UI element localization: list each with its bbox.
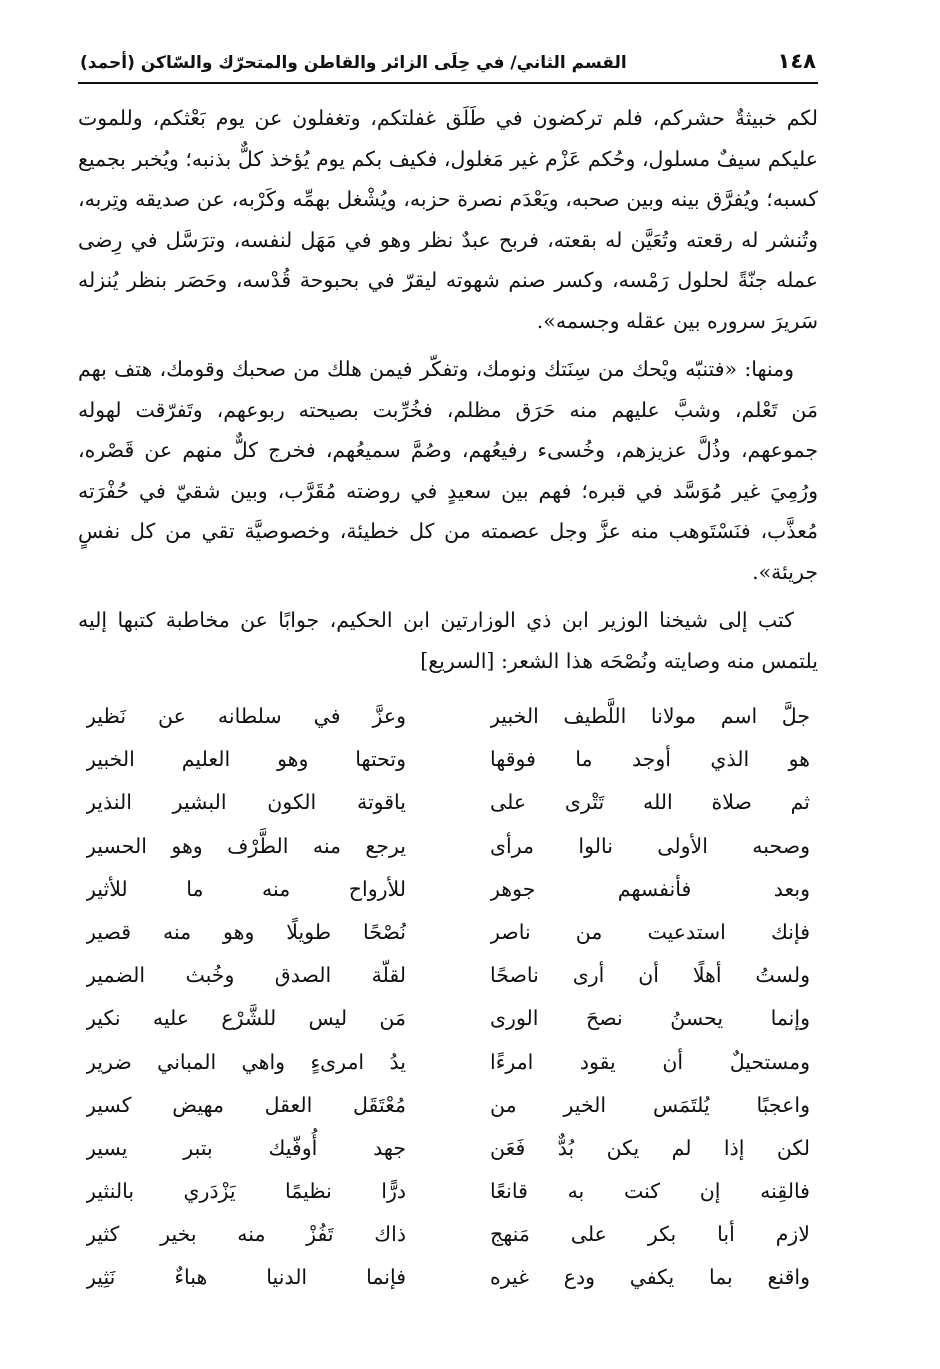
poem-verse — [78, 1213, 818, 1256]
verse-second-hemistich: للأرواح منه ما للأثير — [86, 876, 406, 901]
poem — [78, 695, 818, 1300]
verse-second-hemistich: درًّا نظيمًا يَزْدَري بالنثير — [86, 1179, 406, 1204]
verse-second-hemistich: وعزَّ في سلطانه عن نَظير — [86, 704, 406, 728]
poem-verse — [78, 1256, 818, 1299]
verse-second-hemistich: ياقوتة الكون البشير النذير — [86, 790, 406, 815]
poem-verse — [78, 738, 818, 781]
verse-first-hemistich: واعجبًا يُلتَمَس الخير من — [490, 1092, 810, 1117]
prose-body — [78, 98, 818, 681]
verse-first-hemistich: وبعد فأنفسهم جوهر — [490, 876, 810, 901]
poem-verse — [78, 1041, 818, 1084]
verse-first-hemistich: جلَّ اسم مولانا اللَّطيف الخبير — [490, 704, 810, 728]
poem-verse — [78, 781, 818, 824]
verse-second-hemistich: لقلّة الصدق وخُبث الضمير — [86, 963, 406, 988]
verse-second-hemistich: جهد أُوفّيك بتبر يسير — [86, 1135, 406, 1160]
paragraph-text: كتب إلى شيخنا الوزير ابن ذي الوزارتين ابن الحكيم، جوابًا عن مخاطبة كتبها إليه يلتمس منه وصايته ونُصْحَه هذا الشعر: — [78, 608, 818, 673]
book-page — [78, 44, 818, 1300]
poem-verse — [78, 1170, 818, 1213]
poem-verse — [78, 997, 818, 1040]
verse-first-hemistich: فالقِنه إن كنت به قانعًا — [490, 1179, 810, 1204]
verse-first-hemistich: ثم صلاة الله تَتْرى على — [490, 790, 810, 815]
paragraph-intro-poem — [78, 600, 818, 681]
verse-first-hemistich: ومستحيلٌ أن يقود امرءًا — [490, 1049, 810, 1074]
verse-second-hemistich: نُصْحًا طويلًا وهو منه قصير — [86, 919, 406, 944]
verse-second-hemistich: يرجع منه الطَّرْف وهو الحسير — [86, 833, 406, 858]
poem-verse — [78, 954, 818, 997]
page-number: ١٤٨ — [777, 49, 816, 73]
verse-second-hemistich: مُعْتَقَل العقل مهيض كسير — [86, 1092, 406, 1117]
page-header — [78, 44, 818, 84]
running-title: القسم الثاني/ في حِلَى الزائر والقاطن والمتحرّك والسّاكن (أحمد) — [80, 53, 627, 73]
verse-first-hemistich: واقنع بما يكفي ودع غيره — [490, 1265, 810, 1290]
poem-meter-label: [السريع] — [420, 648, 495, 673]
verse-second-hemistich: فإنما الدنيا هباءٌ نَثِير — [86, 1265, 406, 1290]
poem-verse — [78, 825, 818, 868]
verse-second-hemistich: ذاك تَفُزْ منه بخير كثير — [86, 1222, 406, 1247]
poem-verse — [78, 868, 818, 911]
verse-first-hemistich: لكن إذا لم يكن بُدٌّ فَعَن — [490, 1135, 810, 1160]
verse-first-hemistich: فإنك استدعيت من ناصر — [490, 919, 810, 944]
verse-first-hemistich: لازم أبا بكر على مَنهج — [490, 1222, 810, 1247]
paragraph: ومنها: «فتنبّه ويْحك من سِنَتك ونومك، وتفكّر فيمن هلك من صحبك وقومك، هتف بهم مَن تَعْلم، وشبَّ عليهم منه حَرَق مظلم، فخُرِّبت بصيحته ربوعهم، وتَفرّقت لهوله جموعهم، وذُلَّ عزيزهم، وخُسىء رفيعُهم، وصُمَّ سميعُهم، فخرج كلٌّ منهم عن قَصْره، ورُمِيَ غير مُوَسَّد في قبره؛ فهم بين سعيدٍ في روضته مُقَرَّب، وبين شقيّ في حُفْرَته مُعذَّب، فنَسْتَوهب منه عزَّ وجل عصمته من كل خطيئة، وخصوصيَّة تقي من كل نفسٍ جريئة». — [78, 357, 818, 584]
verse-first-hemistich: ولستُ أهلًا أن أرى ناصحًا — [490, 963, 810, 988]
verse-first-hemistich: هو الذي أوجد ما فوقها — [490, 747, 810, 772]
verse-second-hemistich: يدُ امرىءٍ واهي المباني ضرير — [86, 1049, 406, 1074]
poem-verse — [78, 911, 818, 954]
verse-first-hemistich: وصحبه الأولى نالوا مرأى — [490, 833, 810, 858]
poem-verse — [78, 1084, 818, 1127]
poem-verse — [78, 695, 818, 738]
verse-first-hemistich: وإنما يحسنُ نصحَ الورى — [490, 1006, 810, 1031]
verse-second-hemistich: وتحتها وهو العليم الخبير — [86, 747, 406, 772]
poem-verse — [78, 1127, 818, 1170]
verse-second-hemistich: مَن ليس للشَّرْع عليه نكير — [86, 1006, 406, 1031]
paragraph: لكم خبيثةٌ حشركم، فلم تركضون في طَلَق غفلتكم، وتغفلون عن يوم بَعْثكم، وللموت عليكم سيفٌ مسلول، وحُكم عَزْم غير مَغلول، فكيف بكم يوم يُؤخذ كلٌّ بذنبه؛ ويُخبر بجميع كسبه؛ ويُفرَّق بينه وبين صحبه، ويَعْدَم نصرة حزبه، ويُشْغل بهمِّه وكَرْبه، عن صديقه وتِربه، وتُنشر له رقعته وتُعَيَّن له بقعته، فربح عبدٌ نظر وهو في مَهَل لنفسه، وترَسَّل في رِضى عمله جنّةً لحلول رَمْسه، وكسر صنم شهوته ليقرّ في بحبوحة قُدْسه، وحَصَر بنظر يُنزله سَريرَ سروره بين عقله وجسمه». — [78, 106, 818, 333]
